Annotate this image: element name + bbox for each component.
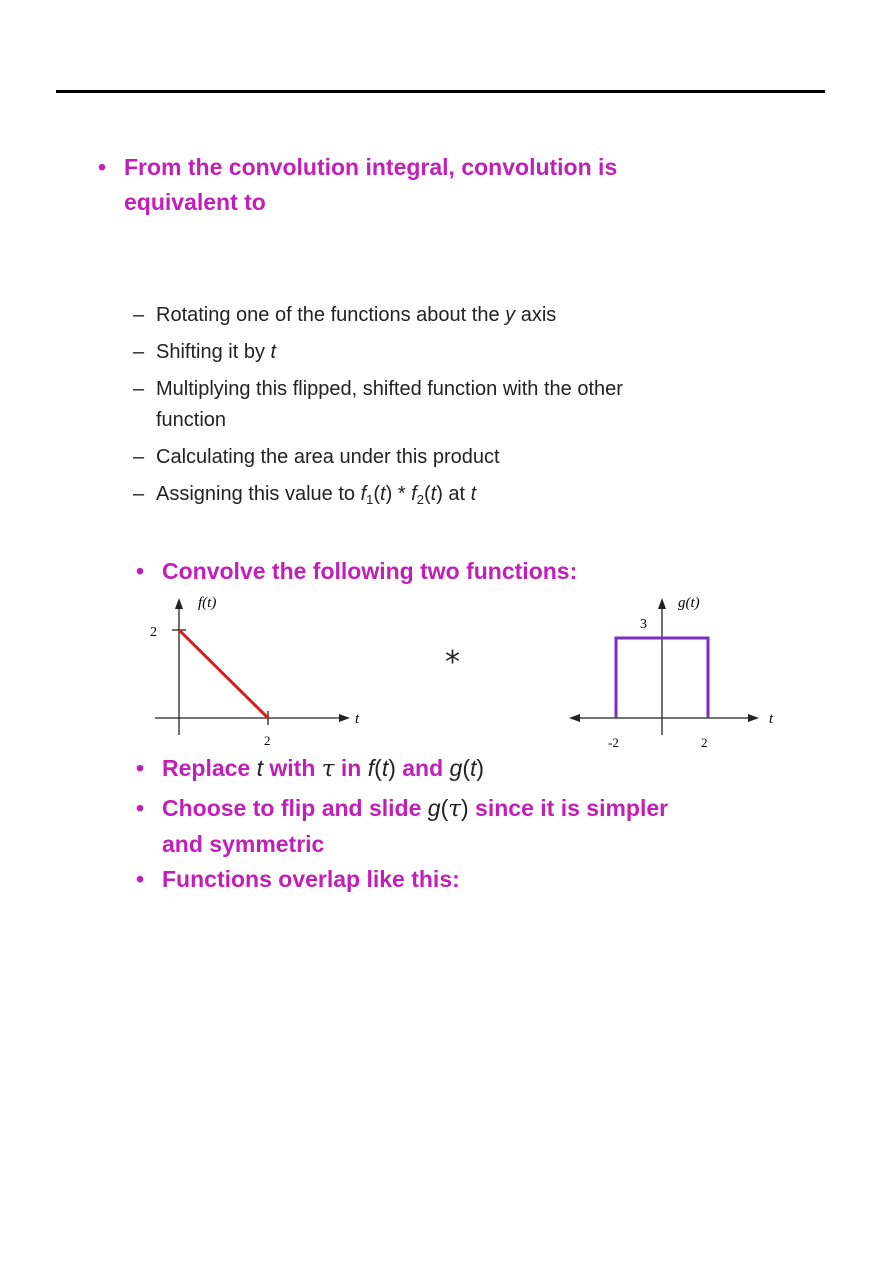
dash-marker: – [133,304,145,326]
intro-line-1: From the convolution integral, convolution is [124,154,618,180]
f-chart [140,590,380,755]
f-y-arrow [175,598,183,609]
bullet-dot: • [98,154,107,180]
dash-marker: – [133,341,145,363]
step-multiply [133,374,726,436]
g-x-arrow-left [569,714,580,722]
var-t: t [381,755,389,781]
var-t: t [470,755,477,781]
overlap-bullet [136,862,460,897]
f-x-label: t [355,711,360,727]
convolve-title: Convolve the following two functions: [162,558,578,584]
var-t: t [380,483,386,505]
f-series-line [179,630,268,718]
text: in [334,755,368,781]
step-text: Shifting it by [156,341,271,363]
bullet-dot: • [136,755,145,781]
step-text: Rotating one of the functions about the [156,304,506,326]
var-t: t [430,483,437,505]
g-x-label: t [769,711,774,727]
var-f: f [360,483,367,505]
step-shift [133,337,726,368]
g-chart [560,590,790,755]
var-g: g [427,795,441,821]
text: Replace [162,755,257,781]
overlap-text: Functions overlap like this: [162,866,460,892]
bullet-dot: • [136,795,145,821]
step-text: axis [515,304,557,326]
step-text: Calculating the area under this product [156,446,500,468]
choose-bullet: • Choose to flip and slide g(τ) since it is simpler and symmetric [162,791,668,862]
bullet-dot: • [136,866,145,892]
star: * [392,483,412,505]
var-f: f [411,483,417,505]
convolution-operator: * [445,645,460,680]
g-peak-label: 3 [640,617,647,632]
text: with [263,755,322,781]
dash-marker: – [133,446,145,468]
intro-line-2: equivalent to [124,189,266,215]
var-t: t [256,755,263,781]
choose-line-2: and symmetric [162,831,325,857]
dash-marker: – [133,483,145,505]
f-x-arrow [339,714,350,722]
step-rotate [133,300,726,331]
var-tau: τ [321,756,335,782]
step-text: Assigning this value to [156,483,361,505]
f-y-label: f(t) [198,595,217,611]
g-y-label: g(t) [678,595,700,611]
var-y: y [505,304,516,326]
intro-bullet [98,150,618,220]
step-text: at [442,483,471,505]
step-text: function [156,409,227,431]
step-text: Multiplying this flipped, shifted function with the other [156,378,623,400]
step-assign: – Assigning this value to $f_1(t) * f_2(t)$ at t [133,479,726,510]
subscript: 2 [416,492,424,507]
header-rule [56,90,825,93]
var-tau: τ [448,796,461,822]
bullet-dot: • [136,558,145,584]
var-t: t [270,341,277,363]
var-g: g [449,755,463,781]
step-area [133,442,726,473]
var-f: f [367,755,375,781]
g-xtick-label-pos: 2 [701,735,708,750]
f-ytick-label: 2 [150,625,157,640]
g-xtick-label-neg: -2 [608,735,619,750]
dash-marker: – [133,378,145,400]
convolve-bullet [136,554,578,589]
f-xtick-label: 2 [264,733,271,748]
var-t: t [470,483,477,505]
replace-bullet: • Replace t with τ in f(t) and g(t) [162,751,484,787]
subscript: 1 [366,492,374,507]
text: since it is simpler [468,795,669,821]
text: Choose to flip and slide [162,795,428,821]
g-x-arrow-right [748,714,759,722]
text: and [395,755,450,781]
g-y-arrow [658,598,666,609]
steps-list [133,300,726,516]
